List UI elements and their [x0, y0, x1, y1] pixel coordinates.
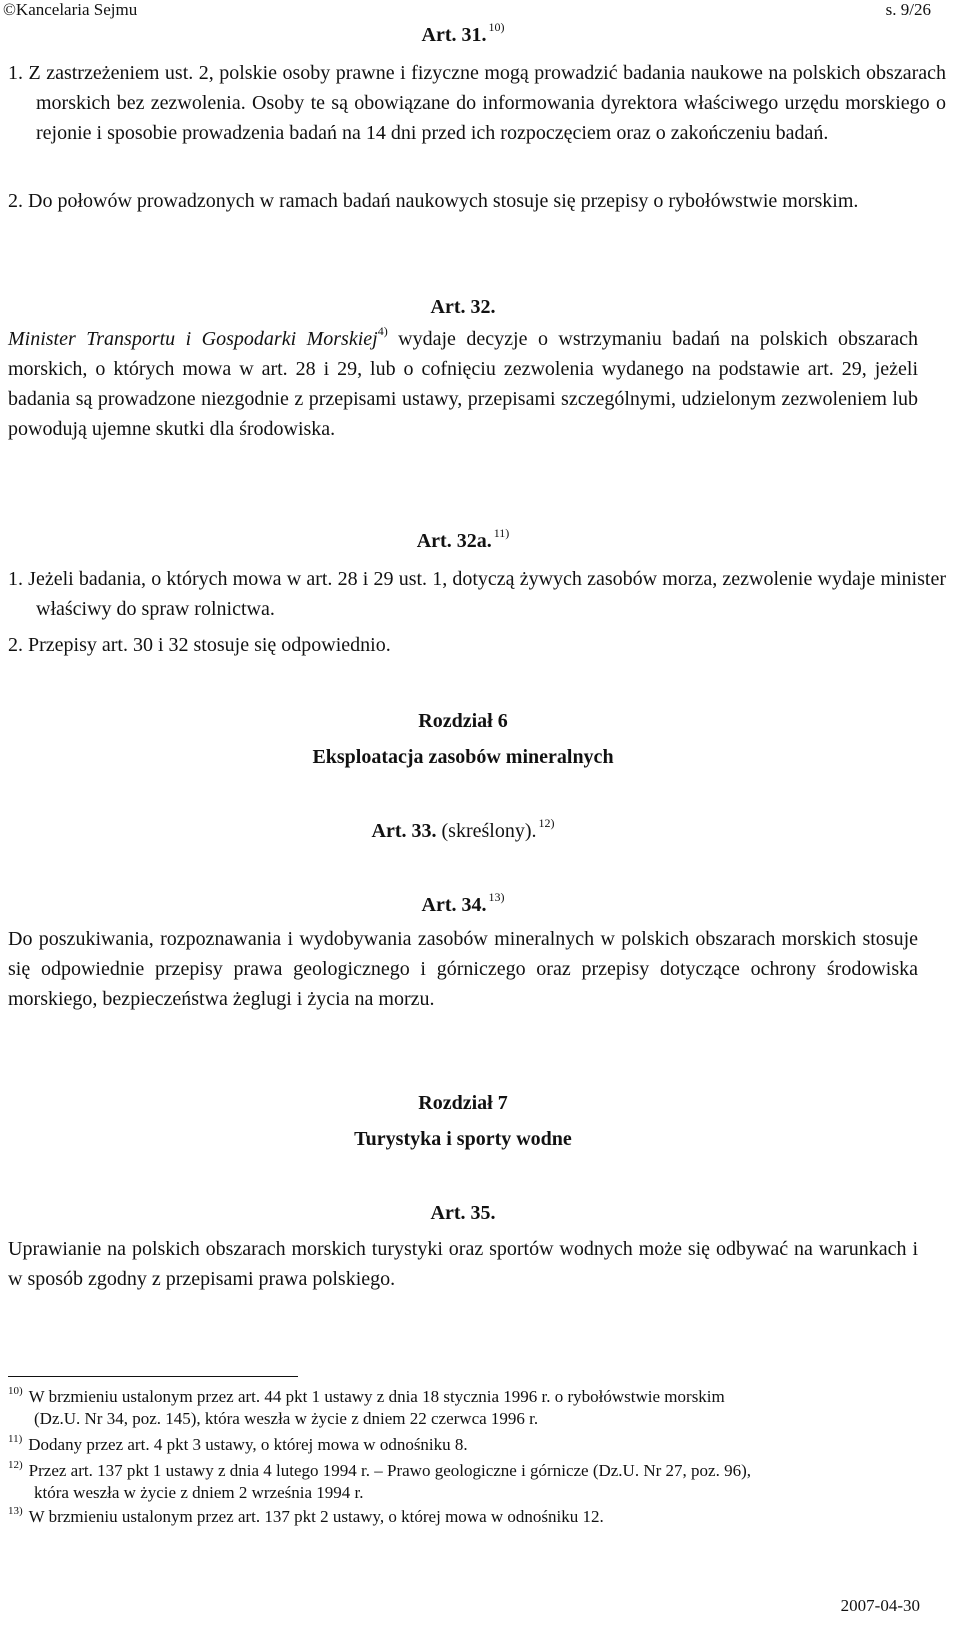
- art32-minister: Minister Transportu i Gospodarki Morskiej: [8, 328, 378, 350]
- footnote-13: $^{13)}$ W brzmieniu ustalonym przez art. 137 pkt 2 ustawy, o której mowa w odnośniku 12.: [8, 1505, 604, 1526]
- chapter7-number: Rozdział 7: [418, 1092, 508, 1114]
- art35-text: Uprawianie na polskich obszarach morskich turystyki oraz sportów wodnych może się odbywać na warunkach i w sposób zgodny z przepisami prawa polskiego.: [8, 1238, 918, 1290]
- art32a-heading: Art. 32a. $^{11)}$: [416, 526, 510, 552]
- chapter6-number: Rozdział 6: [418, 710, 508, 732]
- chapter7-title: Turystyka i sporty wodne: [354, 1128, 572, 1150]
- footnote-12: $^{12)}$ Przez art. 137 pkt 1 ustawy z dnia 4 lutego 1994 r. – Prawo geologiczne i górnicze (Dz.U. Nr 27, poz. 96), która weszła w życie z dniem 2 września 1994 r.: [8, 1459, 751, 1502]
- art32a-paragraph-2: 2. Przepisy art. 30 i 32 stosuje się odpowiednio.: [8, 634, 391, 656]
- chapter6-title: Eksploatacja zasobów mineralnych: [312, 746, 614, 768]
- art32-heading: Art. 32.: [430, 296, 496, 318]
- art32-footnote-ref[interactable]: 4): [377, 324, 388, 338]
- footer-date: 2007-04-30: [840, 1596, 920, 1615]
- art32a-paragraph-1: 1. Jeżeli badania, o których mowa w art. 28 i 29 ust. 1, dotyczą żywych zasobów morza, zezwolenie wydaje minister właściwy do spraw rolnictwa.: [8, 568, 946, 620]
- header-page-number: s. 9/26: [885, 0, 931, 19]
- art33-footnote-ref[interactable]: 12): [538, 816, 555, 830]
- art31-footnote-ref[interactable]: 10): [488, 20, 505, 34]
- header-source: ©Kancelaria Sejmu: [3, 0, 138, 19]
- art32-text: Minister Transportu i Gospodarki Morskiej$^{4)}$ wydaje decyzje o wstrzymaniu badań na polskich obszarach morskich, o których mowa w art. 28 i 29, lub o cofnięciu zezwolenia wydanego na podstawie art. 29, jeżeli badania są prowadzone niezgodnie z przepisami ustawy, przepisami szczególnymi, udzielonym zezwoleniem lub powodują ujemne skutki dla środowiska.: [8, 324, 918, 440]
- art35-heading: Art. 35.: [430, 1202, 496, 1224]
- art32a-footnote-ref[interactable]: 11): [493, 526, 510, 540]
- art31-heading: Art. 31. $^{10)}$: [421, 20, 505, 46]
- art34-text: Do poszukiwania, rozpoznawania i wydobywania zasobów mineralnych w polskich obszarach morskich stosuje się odpowiednie przepisy prawa geologicznego i górniczego oraz przepisy dotyczące ochrony środowiska morskiego, bezpieczeństwa żeglugi i życia na morzu.: [8, 928, 918, 1010]
- footnote-11: $^{11)}$ Dodany przez art. 4 pkt 3 ustawy, o której mowa w odnośniku 8.: [8, 1433, 468, 1454]
- art31-paragraph-1: 1. Z zastrzeżeniem ust. 2, polskie osoby prawne i fizyczne mogą prowadzić badania naukowe na polskich obszarach morskich bez zezwolenia. Osoby te są obowiązane do informowania dyrektora właściwego urzędu morskiego o rejonie i sposobie prowadzenia badań na 14 dni przed ich rozpoczęciem oraz o zakończeniu badań.: [8, 62, 946, 144]
- art34-footnote-ref[interactable]: 13): [488, 890, 505, 904]
- art33-heading: Art. 33. (skreślony). $^{12)}$: [371, 816, 555, 842]
- footnote-separator: [8, 1376, 298, 1377]
- art31-paragraph-2: 2. Do połowów prowadzonych w ramach badań naukowych stosuje się przepisy o rybołówstwie morskim.: [8, 190, 859, 212]
- art34-heading: Art. 34. $^{13)}$: [421, 890, 505, 916]
- footnote-10: $^{10)}$ W brzmieniu ustalonym przez art. 44 pkt 1 ustawy z dnia 18 stycznia 1996 r. o rybołówstwie morskim (Dz.U. Nr 34, poz. 145), która weszła w życie z dniem 22 czerwca 1996 r.: [8, 1385, 725, 1428]
